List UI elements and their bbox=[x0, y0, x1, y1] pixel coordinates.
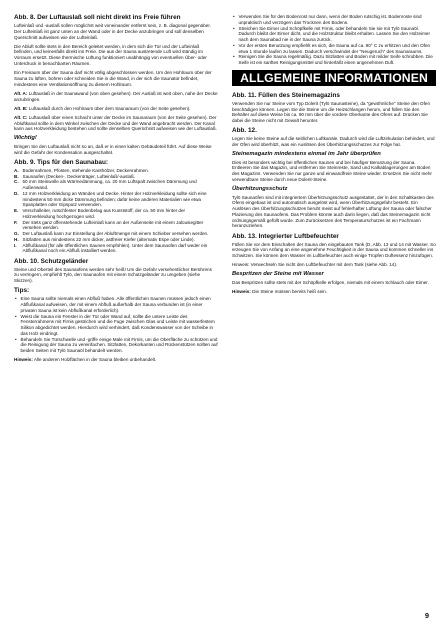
abb8-paragraph-1: Lufteinlaß und -auslaß sollen möglichst weit voneinander entfernt sein, z. B. diagonal gegenüber. Der Lufteinlaß ist ganz unten an der Wand oder in der Decke anzubringen und soll denselben Querschnitt aufweisen wie der Lufteinlaß. bbox=[14, 23, 211, 40]
list-item-key: H. bbox=[14, 236, 19, 242]
bespritzen-hinweis-label: Hinweis: bbox=[232, 289, 251, 295]
list-item-key: G. bbox=[14, 231, 19, 237]
abb11-paragraph: Verwenden Sie nur Steine vom Typ Dolerit (Tylö Saunasteine), da "gewöhnliche" Steine den Ofen beschädigen können. Legen Sie die Steine um die Heizschlangen herum, und füllen Sie den Behälter auf diese Weise bis ca. 90 mm über die vordere Oberkante des Ofens auf. Drücken Sie dabei die Steine nicht mit Gewalt herunter. bbox=[232, 100, 431, 124]
alt-c-paragraph bbox=[14, 115, 218, 132]
bespritzen-hinweis-text: Die Steine müssen bereits heiß sein. bbox=[250, 289, 327, 295]
bespritzen-hinweis-paragraph bbox=[232, 289, 436, 295]
left-column bbox=[14, 14, 218, 366]
section-banner: ALLGEMEINE INFORMATIONEN bbox=[232, 70, 436, 86]
alt-b-label: Alt. B: bbox=[14, 105, 28, 111]
abb13-paragraph: Füllen Sie vor dem Einschalten der Sauna den eingebauten Tank (D, Abb. 13 und 14 mit Wasser. So erzeugen Sie von Anfang an eine angenehme Feuchtigkeit in der Sauna und kommen schneller ins Schwitzen. Sie können dem Wasser im Luftbefeuchter auch einige Tropfen Duftessenz hinzufügen. bbox=[232, 241, 436, 259]
list-item-text: 12 mm Holzverkleidung an Wänden und Decke. Hinter der Holzverkleidung sollte sich eine mindestens 50 mm dicke Dämmung befinden; dafür keine anderen Materialien wie etwa Spanplatten oder Gipsputz verwenden. bbox=[22, 190, 207, 208]
alt-b-text: Luftauslaß durch den Hohlraum über dem Saunaraum (von der Seite gesehen). bbox=[27, 105, 191, 111]
list-item: • Vor der ersten Benutzung empfiehlt es sich, die Sauna auf ca. 90° C zu erhitzen und den Ofen etwa 1 Stunde laufen zu lassen. Dadurch verschwindet der "Neugeruch" des Saunaraums. bbox=[239, 43, 437, 55]
abb9-heading: Abb. 9. Tips für den Saunabau: bbox=[14, 158, 108, 166]
list-item-key: E. bbox=[14, 208, 19, 214]
list-item: • Reinigen Sie die Sauna regelmäßig. Dazu Sitzlatten und Boden mit milder Seife schrubben. Die Seife ist ein sanftes Reinigungsmittel und hinterläßt einen angenehmen Duft. bbox=[239, 54, 437, 66]
abb12-paragraph: Legen Sie keine Steine auf die seitlichen Luftkanäle. Dadurch wird die Luftzirkulation behindert, und der Ofen wird überhitzt, was ein Auslösen des Überhitzungsschutzes zur Folge hat. bbox=[232, 136, 435, 148]
page-number: 9 bbox=[424, 611, 429, 620]
right-column bbox=[232, 14, 436, 298]
top-bullet-list bbox=[232, 14, 436, 66]
list-item bbox=[14, 220, 218, 232]
abb8-paragraph-2: Die Abluft sollte stets in den Bereich geleitet werden, in dem sich die Tür und der Lufteinlaß befinden, und keinesfalls direkt ins Freie. Die aus der Sauna austretende Luft wird ständig im Vorraum ersetzt. Diese thermische Lüftung funktioniert unabhängig von eventuellen Über- oder Unterdruck in benachbarten Räumen. bbox=[14, 43, 207, 66]
abb8-paragraph-3: Ein Freiraum über der Sauna darf nicht völlig abgeschlossen werden. Um den Hohlraum über der Sauna zu lüften, bohren oder schneiden Sie in die Wand, in der sich die Saunatür befindet, mindestens eine Ventilationsöffnung zu diesem Hohlraum. bbox=[14, 70, 212, 87]
abb10-paragraph: Steine und Oberteil des Saunaofens werden sehr heiß! Um die Gefahr versehentlicher Berührens zu verringern, empfiehlt Tylö, den Saunaofen mit einem Schutzgeländer zu umgeben (siehe Skizzen). bbox=[14, 266, 212, 284]
list-item-key: I. bbox=[14, 242, 17, 248]
alt-a-text: Luftauslaß in der Saunawand (von oben gesehen). Der Auslaß ist weit oben, nahe der Decke anzubringen. bbox=[14, 90, 218, 102]
ueberhitzungsschutz-heading: Überhitzungsschutz bbox=[232, 186, 288, 193]
list-item-key: C. bbox=[14, 179, 19, 185]
wichtig-paragraph: Bringen Sie den Luftauslaß nicht so an, daß er in einen kalten Gebäudeteil führt. Auf diese Weise wird die Gefahr der Kondensation ausgeschaltet. bbox=[14, 143, 212, 155]
ueberhitzungsschutz-paragraph: Tylö Saunaöfen sind mit integriertem Überhitzungsschutz ausgestattet, der in den Schaltkasten des Ofens eingebaut ist und automatisch ausgelöst wird, wenn Überhitzungsgefahr besteht. Ein Auslösen des Überhitzungsschutzes beruht meist auf fehlerhafter Lüftung der Sauna oder falscher Plazierung des Saunaofens. Das Problem könnte auch darin liegen, daß das Steinemagazin nicht ordnungsgemäß gefüllt wurde. Zum Zurücksetzen des Temperaturschutzes ist ein Fachmann heranzuziehen. bbox=[232, 194, 434, 229]
list-item: • Eine Sauna sollte niemals einen Abfluß haben. Alle öffentlichen Saunen müssen jedoch einen Abflußkanal aufweisen, der mit einem Abfluß außerhalb der Sauna verbunden ist (in einer privaten Sauna ist kein Abflußkanal erforderlich). bbox=[21, 296, 219, 313]
list-item-text: Der Luftauslaß kann zur Einstellung der Abluftmenge mit einem Schieber versehen werden. bbox=[22, 231, 209, 237]
steinemagazin-paragraph: Dies ist besonders wichtig bei öffentlichen Saunen und bei häufiger Benutzung der Sauna. Entleeren Sie das Magazin, und entfernen Sie Steinreste, Sand und Kalkablagerungen am Boden des Magazins. Verwenden Sie nur ganze und einwandfreie Steine wieder. Ersetzen Sie nicht mehr verwendbare Steine durch neue Dolerit-Steine. bbox=[232, 159, 432, 182]
list-item-text: Der stets ganz offenstehende Lufteinlaß kann an der Außenseite mit einem Jalousiegitter versehen werden. bbox=[22, 219, 204, 231]
alt-a-label: Alt. A: bbox=[14, 90, 28, 96]
bespritzen-heading: Bespritzen der Steine mit Wasser bbox=[232, 271, 324, 278]
list-item-text: Bodenrahmen, Pfosten, stehende Kanthölzer, Deckenrahmen. bbox=[22, 167, 149, 173]
list-item-text: Abflußkanal (für alle öffentlichen Saunen empfohlen). Unter dem Saunaofen darf weder ein Abflußkanal noch ein Abfluß installiert werden. bbox=[22, 242, 208, 254]
list-item bbox=[14, 179, 218, 191]
tips-list bbox=[14, 296, 218, 354]
abb10-heading: Abb. 10. Schutzgeländer bbox=[14, 257, 89, 265]
abb8-heading: Abb. 8. Der Luftauslaß soll nicht direkt ins Freie führen bbox=[14, 14, 181, 21]
list-item-key: A. bbox=[14, 167, 19, 173]
list-item-key: B. bbox=[14, 173, 19, 179]
list-item-text: 50 mm Steinwolle als Wärmedämmung, ca. 20 mm Luftspalt zwischen Dämmung und Außenwand. bbox=[22, 179, 197, 191]
alt-c-label: Alt. C: bbox=[14, 114, 28, 120]
alt-c-text: Luftauslaß über einen Schacht unter der Decke im Saunaraum (von der Seite gesehen). Der Abluftkanal sollte in dem Winkel zwischen der Decke und der Wand angebracht werden. Der Kanal kann aus Holzverkleidung bestehen und sollte denselben Querschnitt aufweisen wie der Luftauslaß. bbox=[14, 114, 218, 132]
wichtig-heading: Wichtig! bbox=[14, 135, 37, 142]
list-item bbox=[14, 243, 218, 255]
list-item-text: Sitzlatten aus mindestens 22 mm dicker, astfreier Kiefer (alternativ Espe oder Linde). bbox=[22, 236, 195, 242]
hinweis-paragraph bbox=[14, 357, 218, 363]
hinweis-label: Hinweis: bbox=[14, 357, 33, 363]
abb12-heading: Abb. 12. bbox=[232, 127, 257, 135]
hinweis-text: Alle anderen Holzflächen in der Sauna bleiben unbehandelt. bbox=[32, 357, 157, 363]
list-item: • Weist die Sauna ein Fenster in der Tür oder Wand auf, sollte die untere Leiste des Fensterrahmens mit Firnis gestrichen und die Fuge zwischen Glas und Leiste mit wasserfestem Silikon abgedichtet werden. Hierdurch wird verhindert, daß Kondenswasser von der Scheibe in das Holz eindringt. bbox=[21, 314, 219, 337]
steinemagazin-heading: Steinemagazin mindestens einmal im Jahr überprüfen bbox=[232, 151, 381, 158]
abb13-heading: Abb. 13. Integrierter Luftbefeuchter bbox=[232, 232, 339, 240]
list-item: • Verwenden Sie für den Bodenrost nur dann, wenn der Boden rutschig ist. Bodenroste sind unpraktisch und verzögern das Trocknen des Bodens. bbox=[239, 14, 437, 26]
abb13-hinweis: Hinweis: Verwechseln Sie nicht den Luftbefeuchter mit dem Tank (siehe Abb. 14). bbox=[232, 262, 398, 268]
list-item-key: D. bbox=[14, 190, 19, 196]
list-item-key: F. bbox=[14, 219, 18, 225]
list-item bbox=[14, 191, 218, 208]
abb9-list bbox=[14, 168, 218, 254]
list-item-text: Saunaofen (Decken-, Deckenträger, Lufteinlaß/-auslaß. bbox=[22, 173, 136, 179]
list-item-text: Verschalleiter, rutschfester Bodenbelag aus Kunststoff, der ca. 50 mm hinter der Holzverkleidung hochgezogen wird. bbox=[22, 208, 186, 219]
list-item: • Streichen Sie Eimer und Schöpfkelle mit Firnis, oder behandeln Sie sie mit Tylö Saunaöl. Dadurch bleibt der Eimer dicht, und die Holzstruktur bleibt erhalten. Lassen Sie den Holzeimer nach dem Saunabad nie in der Sauna zurück. bbox=[239, 26, 437, 43]
alt-a-paragraph bbox=[14, 91, 218, 103]
list-item bbox=[14, 208, 218, 220]
list-item: • Behandeln Sie Türschwelle und -griffe einige Male mit Firnis, um die Oberfläche zu schützen und die Reinigung der Sauna zu vereinfachen. Sitzlatten, Dekorkanten und Rückenstützen sollten auf beiden Seiten mit Tylö Saunaöl behandelt werden. bbox=[21, 337, 219, 354]
bespritzen-paragraph: Das Bespritzen sollte stets mit der Schöpfkelle erfolgen, niemals mit einem Schlauch oder Eimer. bbox=[232, 279, 429, 285]
alt-b-paragraph bbox=[14, 106, 218, 112]
abb11-heading: Abb. 11. Füllen des Steinemagazins bbox=[232, 91, 340, 99]
tips-heading: Tips: bbox=[14, 287, 30, 295]
